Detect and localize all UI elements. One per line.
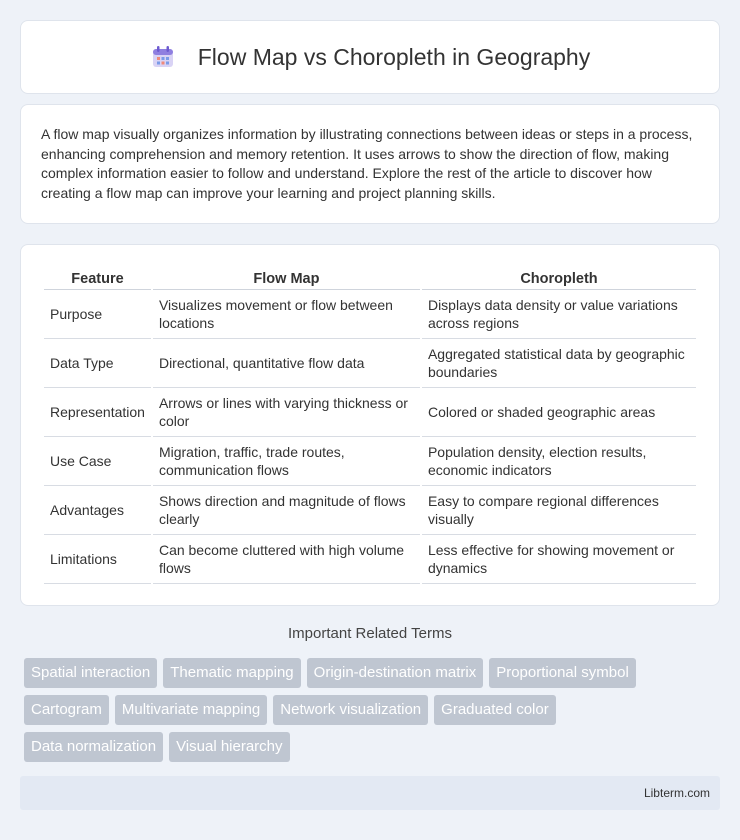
related-term-tag[interactable]: Origin-destination matrix — [307, 658, 484, 688]
intro-card — [20, 104, 720, 224]
related-term-tag[interactable]: Data normalization — [24, 732, 163, 762]
row-choropleth: Easy to compare regional differences visually — [422, 486, 696, 535]
row-choropleth: Less effective for showing movement or dynamics — [422, 535, 696, 584]
related-term-tag[interactable]: Network visualization — [273, 695, 428, 725]
table-row — [44, 339, 696, 388]
related-terms-list — [24, 658, 724, 769]
calendar-icon — [150, 44, 176, 70]
row-feature: Data Type — [44, 339, 151, 388]
table-row — [44, 388, 696, 437]
page-title: Flow Map vs Choropleth in Geography — [197, 43, 591, 70]
related-term-tag[interactable]: Visual hierarchy — [169, 732, 289, 762]
row-flow-map: Arrows or lines with varying thickness or color — [153, 388, 420, 437]
comparison-table-card — [20, 244, 720, 606]
table-row — [44, 486, 696, 535]
row-choropleth: Colored or shaded geographic areas — [422, 388, 696, 437]
header-flow-map: Flow Map — [153, 265, 420, 290]
row-flow-map: Directional, quantitative flow data — [153, 339, 420, 388]
related-term-tag[interactable]: Multivariate mapping — [115, 695, 267, 725]
row-feature: Use Case — [44, 437, 151, 486]
row-feature: Purpose — [44, 290, 151, 339]
row-choropleth: Aggregated statistical data by geographic boundaries — [422, 339, 696, 388]
table-header-row — [44, 265, 696, 290]
title-card — [20, 20, 720, 94]
row-flow-map: Visualizes movement or flow between locations — [153, 290, 420, 339]
related-term-tag[interactable]: Graduated color — [434, 695, 556, 725]
intro-text: A flow map visually organizes information by illustrating connections between ideas or steps in a process, enhancing comprehension and memory retention. It uses arrows to show the direction of flow, making complex information easier to follow and understand. Explore the rest of the article to discover how creating a flow map can improve your learning and project planning skills. — [41, 126, 693, 201]
row-choropleth: Population density, election results, economic indicators — [422, 437, 696, 486]
related-terms-heading: Important Related Terms — [288, 625, 452, 642]
header-feature: Feature — [44, 265, 151, 290]
comparison-table — [42, 265, 698, 584]
header-choropleth: Choropleth — [422, 265, 696, 290]
row-flow-map: Can become cluttered with high volume flows — [153, 535, 420, 584]
row-feature: Advantages — [44, 486, 151, 535]
related-term-tag[interactable]: Thematic mapping — [163, 658, 300, 688]
row-flow-map: Migration, traffic, trade routes, communication flows — [153, 437, 420, 486]
row-choropleth: Displays data density or value variations across regions — [422, 290, 696, 339]
row-feature: Representation — [44, 388, 151, 437]
footer — [20, 776, 720, 810]
table-row — [44, 290, 696, 339]
row-flow-map: Shows direction and magnitude of flows clearly — [153, 486, 420, 535]
table-row — [44, 535, 696, 584]
row-feature: Limitations — [44, 535, 151, 584]
related-term-tag[interactable]: Cartogram — [24, 695, 109, 725]
related-term-tag[interactable]: Spatial interaction — [24, 658, 157, 688]
footer-site-link[interactable]: Libterm.com — [643, 786, 710, 800]
table-row — [44, 437, 696, 486]
related-term-tag[interactable]: Proportional symbol — [489, 658, 636, 688]
